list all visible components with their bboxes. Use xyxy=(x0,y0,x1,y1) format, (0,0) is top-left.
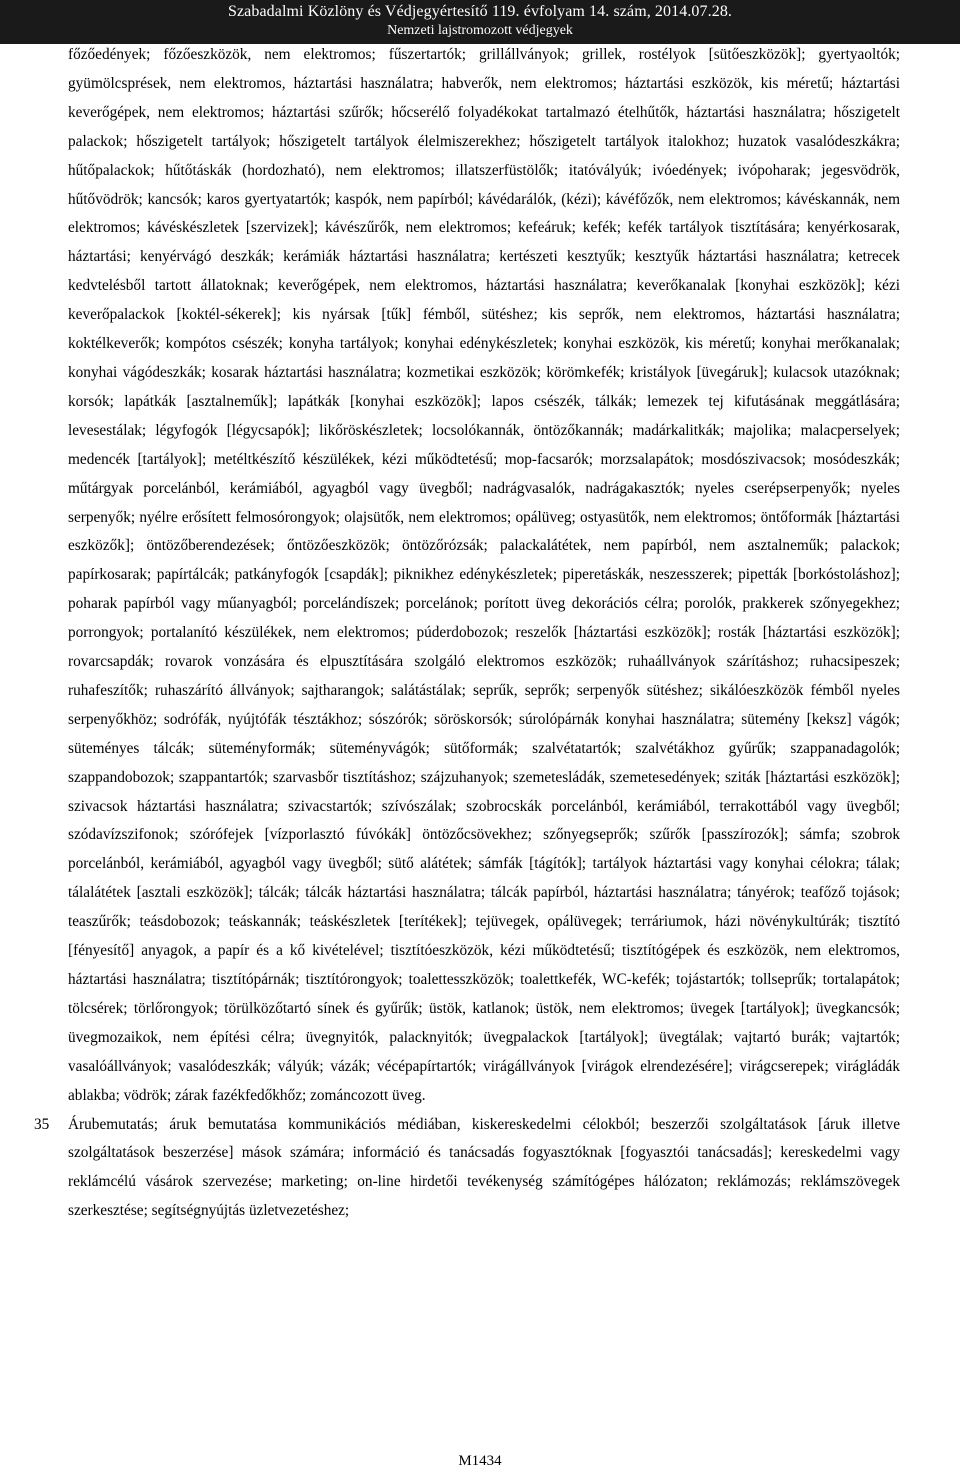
section-title: Nemzeti lajstromozott védjegyek xyxy=(387,23,573,38)
document-body xyxy=(34,41,900,1226)
class-entry xyxy=(34,1111,900,1227)
class-number: 35 xyxy=(34,1115,50,1133)
page-header xyxy=(0,0,960,44)
page-code: M1434 xyxy=(458,1453,502,1469)
journal-title: Szabadalmi Közlöny és Védjegyértesítő 119. évfolyam 14. szám, 2014.07.28. xyxy=(227,3,733,20)
page-footer xyxy=(0,1450,960,1472)
goods-list-paragraph: főzőedények; főzőeszközök, nem elektromos; fűszertartók; grillállványok; grillek, rostélyok [sütőeszközök]; gyertyaoltók; gyümölcsprések, nem elektromos, háztartási használatra; habverők, nem elektromos; háztartási eszközök, kis méretű; háztartási keverőgépek, nem elektromos; háztartási szűrők; hőcserélő folyadékokat tartalmazó ételhűtők, háztartási használatra; hőszigetelt palackok; hőszigetelt tartályok; hőszigetelt tartályok élelmiszerekhez; hőszigetelt tartályok italokhoz; huzatok vasalódeszkákra; hűtőpalackok; hűtőtáskák (hordozható), nem elektromos; illatszerfüstölők; itatóvályúk; ivóedények; ivópoharak; jegesvödrök, hűtővödrök; kancsók; karos gyertyatartók; kaspók, nem papírból; kávédarálók, (kézi); kávéfőzők, nem elektromos; kávéskannák, nem elektromos; kávéskészletek [szervizek]; kávészűrők, nem elektromos; kefeáruk; kefék; kefék tartályok tisztítására; kenyérkosarak, háztartási; kenyérvágó deszkák; kerámiák háztartási használatra; kertészeti kesztyűk; kesztyűk háztartási használatra; ketrecek kedvtelésből tartott állatoknak; keverőgépek, nem elektromos, háztartási használatra; keverőkanalak [konyhai eszközök]; kézi keverőpalackok [koktél-sékerek]; kis nyársak [tűk] fémből, sütéshez; kis seprők, nem elektromos, háztartási használatra; koktélkeverők; kompótos csészék; konyha tartályok; konyhai edénykészletek; konyhai eszközök, kis méretű; konyhai merőkanalak; konyhai vágódeszkák; kosarak háztartási használatra; kozmetikai eszközök; körömkefék; kristályok [üvegáruk]; kulacsok utazóknak; korsók; lapátkák [asztalneműk]; lapátkák [konyhai eszközök]; lapos csészék, tálkák; lemezek tej kifutásának meggátlására; levesestálak; légyfogók [légycsapók]; likőröskészletek; locsolókannák, öntözőkannák; madárkalitkák; majolika; malacperselyek; medencék [tartályok]; metéltkészítő készülékek, kézi működtetésű; mop-facsarók; morzsalapátok; mosdószivacsok; mosódeszkák; műtárgyak porcelánból, kerámiából, agyagból vagy üvegből; nadrágvasalók, nadrágakasztók; nyeles cserépserpenyők; nyeles serpenyők; nyélre erősített felmosórongyok; olajsütők, nem elektromos; opálüveg; ostyasütők, nem elektromos; öntőformák [háztartási eszközők]; öntözőberendezések; őntözőeszközök; öntözőrózsák; palackalátétek, nem papírból, nem asztalneműk; palackok; papírkosarak; papírtálcák; patkányfogók [csapdák]; piknikhez edénykészletek; piperetáskák, neszesszerek; pipetták [borkóstoláshoz]; poharak papírból vagy műanyagból; porcelándíszek; porcelánok; porított üveg dekorációs célra; porolók, prakkerek szőnyegekhez; porrongyok; portalanító készülékek, nem elektromos; púderdobozok; reszelők [háztartási eszközök]; rosták [háztartási eszközök]; rovarcsapdák; rovarok vonzására és elpusztítására szolgáló elektromos eszközök; ruhaállványok szárításhoz; ruhacsipeszek; ruhafeszítők; ruhaszárító állványok; sajtharangok; salátástálak; seprűk, seprők; serpenyők sütéshez; sikálóeszközök fémből nyeles serpenyőkhöz; sodrófák, nyújtófák tésztákhoz; sószórók; söröskorsók; súrolópárnák konyhai használatra; sütemény [keksz] vágók; süteményes tálcák; süteményformák; süteményvágók; sütőformák; szalvétatartók; szalvétákhoz gyűrűk; szappanadagolók; szappandobozok; szappantartók; szarvasbőr tisztításhoz; szájzuhanyok; szemetesládák, szemetesedények; sziták [háztartási eszközök]; szivacsok háztartási használatra; szivacstartók; szívószálak; szobrocskák porcelánból, kerámiából, terrakottából vagy üvegből; szódavízszifonok; szórófejek [vízporlasztó fúvókák] öntözőcsövekhez; szőnyegseprők; szűrők [passzírozók]; sámfa; szobrok porcelánból, kerámiából, agyagból vagy üvegből; sütő alátétek; sámfák [tágítók]; tartályok háztartási vagy konyhai célokra; tálak; tálalátétek [asztali eszközök]; tálcák; tálcák háztartási használatra; tálcák papírból, háztartási használatra; tányérok; teafőző tojások; teaszűrők; teásdobozok; teáskannák; teáskészletek [terítékek]; tejüvegek, opálüvegek; terráriumok, házi növénykultúrák; tisztító [fényesítő] anyagok, a papír és a kő kivételével; tisztítóeszközök, kézi működtetésű; tisztítógépek és eszközök, nem elektromos, háztartási használatra; tisztítópárnák; tisztítórongyok; toalettesszközök; toalettkefék, WC-kefék; tojástartók; tollseprűk; tortalapátok; tölcsérek; törlőrongyok; törülközőtartó sínek és gyűrűk; üstök, katlanok; üstök, nem elektromos; üvegek [tartályok]; üvegkancsók; üvegmozaikok, nem építési célra; üvegnyitók, palacknyitók; üvegpalackok [tartályok]; üvegtálak; vajtartó burák; vajtartók; vasalóállványok; vasalódeszkák; vályúk; vázák; vécépapírtartók; virágállványok [virágok elrendezésére]; virágcserepek; virágládák ablakba; vödrök; zárak fazékfedőkhőz; zománcozott üveg. xyxy=(68,46,900,1104)
class-entry-text: Árubemutatás; áruk bemutatása kommunikációs médiában, kiskereskedelmi célokból; beszerzői szolgáltatások [áruk illetve szolgáltatások beszerzése] mások számára; információ és tanácsadás fogyasztóknak [fogyasztói tanácsadás]; kereskedelmi vagy reklámcélú vásárok szervezése; marketing; on-line hirdetői tevékenység számítógépes hálózaton; reklámozás; reklámszövegek szerkesztése; segítségnyújtás üzletvezetéshez; xyxy=(68,1115,900,1220)
